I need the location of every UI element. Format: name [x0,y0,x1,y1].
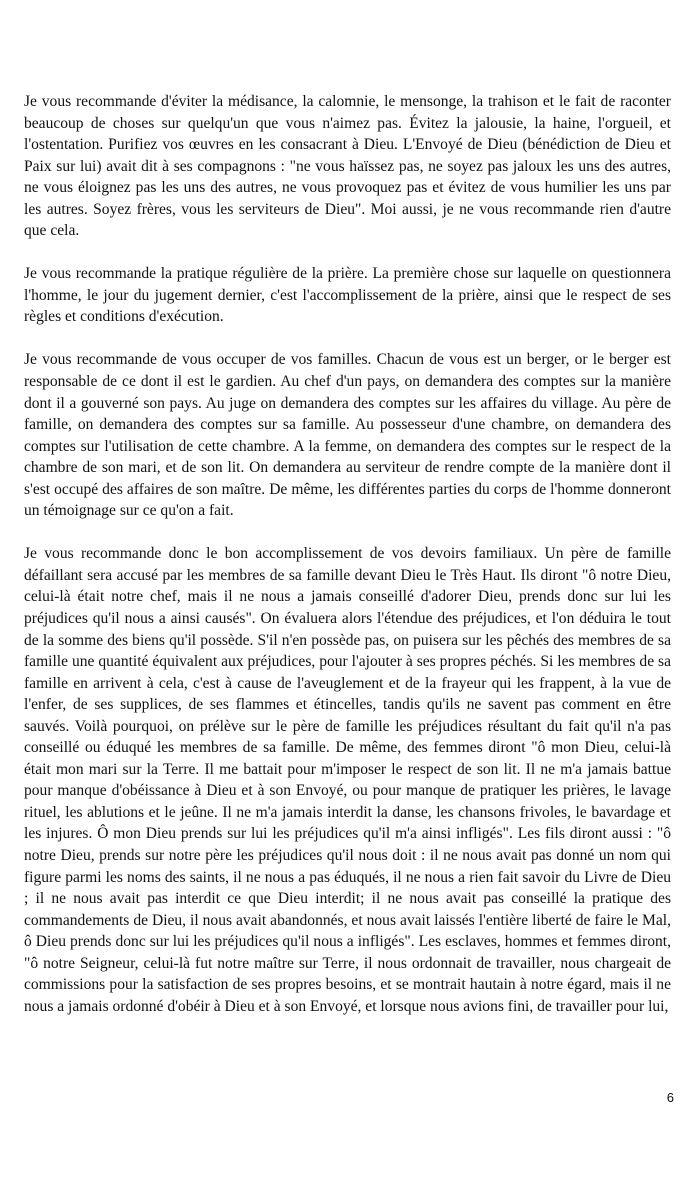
document-body [24,91,671,1039]
paragraph-2: Je vous recommande la pratique régulière de la prière. La première chose sur laquelle on questionnera l'homme, le jour du jugement dernier, c'est l'accomplissement de la prière, ainsi que le respect de ses règles et conditions d'exécution. [24,265,671,326]
paragraph-1: Je vous recommande d'éviter la médisance, la calomnie, le mensonge, la trahison et le fait de raconter beaucoup de choses sur quelqu'un que vous n'aimez pas. Évitez la jalousie, la haine, l'orgueil, et l'ostentation. Purifiez vos œuvres en les consacrant à Dieu. L'Envoyé de Dieu (bénédiction de Dieu et Paix sur lui) avait dit à ses compagnons : "ne vous haïssez pas, ne soyez pas jaloux les uns des autres, ne vous éloignez pas les uns des autres, ne vous provoquez pas et évitez de vous humilier les uns par les autres. Soyez frères, vous les serviteurs de Dieu". Moi aussi, je ne vous recommande rien d'autre que cela. [24,93,671,240]
page-number: 6 [666,1090,674,1105]
paragraph-3: Je vous recommande de vous occuper de vos familles. Chacun de vous est un berger, or le berger est responsable de ce dont il est le gardien. Au chef d'un pays, on demandera des comptes sur la manière dont il a gouverné son pays. Au juge on demandera des comptes sur les affaires du village. Au père de famille, on demandera des comptes sur sa famille. Au possesseur d'une chambre, on demandera des comptes sur l'utilisation de cette chambre. A la femme, on demandera des comptes sur le respect de la chambre de son mari, et de son lit. On demandera au serviteur de rendre compte de la manière dont il s'est occupé des affaires de son maître. De même, les différentes parties du corps de l'homme donneront un témoignage sur ce qu'on a fait. [24,351,671,520]
paragraph-4: Je vous recommande donc le bon accomplissement de vos devoirs familiaux. Un père de famille défaillant sera accusé par les membres de sa famille devant Dieu le Très Haut. Ils diront "ô notre Dieu, celui-là était notre chef, mais il ne nous a jamais conseillé d'adorer Dieu, prends donc sur lui les préjudices qu'il nous a ainsi causés". On évaluera alors l'étendue des préjudices, et l'on déduira le tout de la somme des biens qu'il possède. S'il n'en possède pas, on puisera sur les pêchés des membres de sa famille une quantité équivalent aux préjudices, pour l'ajouter à ses propres péchés. Si les membres de sa famille en arrivent à cela, c'est à cause de l'aveuglement et de la frayeur qui les frappent, à la vue de l'enfer, de ses supplices, de ses flammes et étincelles, tandis qu'ils ne savent pas comment en être sauvés. Voilà pourquoi, on prélève sur le père de famille les préjudices résultant du fait qu'il n'a pas conseillé ou éduqué les membres de sa famille. De même, des femmes diront "ô mon Dieu, celui-là était mon mari sur la Terre. Il me battait pour m'imposer le respect de son lit. Il ne m'a jamais battue pour manque d'obéissance à Dieu et à son Envoyé, ou pour manque de pratiquer les prières, le lavage rituel, les ablutions et le jeûne. Il ne m'a jamais interdit la danse, les chansons frivoles, le bavardage et les injures. Ô mon Dieu prends sur lui les préjudices qu'il m'a ainsi infligés". Les fils diront aussi : "ô notre Dieu, prends sur notre père les préjudices qu'il nous doit : il ne nous avait pas donné un nom qui figure parmi les noms des saints, il ne nous a pas éduqués, il ne nous a rien fait savoir du Livre de Dieu ; il ne nous avait pas interdit ce que Dieu interdit; il ne nous avait pas conseillé la pratique des commandements de Dieu, il nous avait abandonnés, et nous avait laissés l'entière liberté de faire le Mal, ô Dieu prends donc sur lui les préjudices qu'il nous a infligés". Les esclaves, hommes et femmes diront, "ô notre Seigneur, celui-là fut notre maître sur Terre, il nous ordonnait de travailler, nous chargeait de commissions pour la satisfaction de ses propres besoins, et se montrait hautain à notre égard, mais il ne nous a jamais ordonné d'obéir à Dieu et à son Envoyé, et lorsque nous avions fini, de travailler pour lui, [24,545,671,1015]
